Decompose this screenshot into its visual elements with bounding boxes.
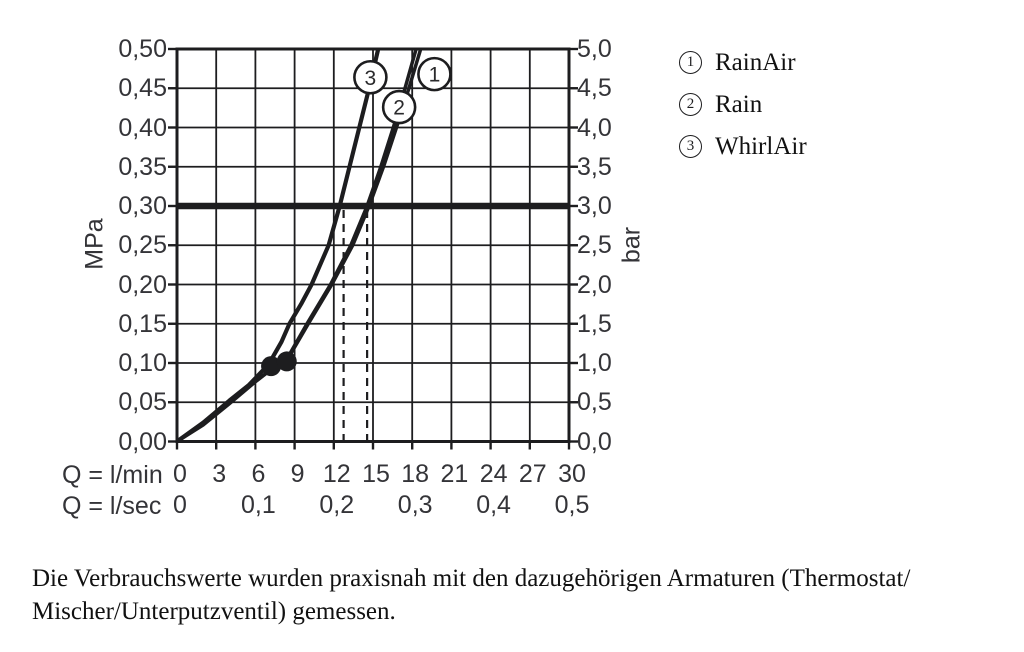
y-axis-right-tick-label: 3,5 [577,152,612,181]
x-axis-lmin-tick-label: 27 [518,460,547,488]
y-axis-left-tick-label: 0,25 [118,231,167,260]
y-axis-right-tick-label: 0,0 [577,427,612,456]
y-axis-left-tick-label: 0,30 [118,192,167,220]
legend-label: WhirlAir [715,132,807,160]
operating-point-dot [277,351,297,371]
x-axis-unit-lsec-label: Q = l/sec [62,492,162,520]
y-axis-left-tick-label: 0,45 [118,74,167,103]
x-axis-lmin-tick-label: 6 [251,460,266,488]
legend-item-whirlair [679,130,807,163]
y-axis-left-tick-label: 0,15 [118,309,167,338]
x-axis-lsec-tick-label: 0,5 [554,491,590,519]
legend-item-rainair [679,46,807,79]
curve-rain [177,29,422,441]
y-axis-left-tick-label: 0,50 [118,35,167,63]
curve-callout-1 [418,58,450,90]
callout-number: 2 [393,96,405,120]
x-axis-lmin-tick-label: 0 [173,460,187,488]
x-axis-lsec-tick-label: 0,4 [476,491,511,519]
legend-item-rain [679,88,807,121]
footer-line2: Mischer/Unterputzventil) gemessen. [32,598,396,625]
y-axis-right-tick-label: 4,0 [577,113,612,142]
callout-number: 3 [364,66,377,90]
y-axis-left-tick-label: 0,40 [118,113,167,142]
callout-number: 1 [428,63,441,87]
curve-callout-2 [383,91,415,123]
footer-note [32,562,910,628]
y-axis-right-unit-label: bar [617,226,646,264]
footer-line1: Die Verbrauchswerte wurden praxisnah mit den dazugehörigen Armaturen (Thermostat/ [32,565,911,592]
legend [679,46,807,163]
legend-label: RainAir [715,48,796,76]
y-axis-left-unit-label: MPa [80,218,109,270]
legend-number-icon: 3 [679,135,702,158]
y-axis-right-tick-label: 1,0 [577,349,612,377]
x-axis-lsec-tick-label: 0,1 [241,491,276,519]
y-axis-right-tick-label: 2,5 [577,231,612,260]
legend-number-icon: 2 [679,93,702,116]
x-axis-lmin-tick-label: 3 [212,460,227,488]
x-axis-lmin-tick-label: 15 [362,460,390,488]
x-axis-unit-lmin-label: Q = l/min [62,461,163,489]
grid-lines [177,49,569,442]
y-axis-left-tick-label: 0,10 [118,349,167,377]
x-axis-lsec-tick-label: 0 [173,491,187,519]
y-axis-right-tick-label: 2,0 [577,270,612,299]
y-axis-left-tick-label: 0,05 [118,388,167,417]
x-axis-lmin-tick-label: 21 [440,460,469,488]
x-axis-lsec-tick-label: 0,3 [397,491,433,519]
y-axis-left-tick-label: 0,00 [118,427,167,456]
curve-whirlair [177,22,385,442]
y-axis-left-tick-label: 0,20 [118,270,167,299]
legend-number-icon: 1 [679,51,702,74]
x-axis-lmin-tick-label: 30 [558,460,586,488]
curve-rainair [177,29,427,441]
x-axis-lsec-tick-label: 0,2 [319,491,355,519]
legend-label: Rain [715,90,763,118]
x-axis-lmin-tick-label: 12 [322,460,351,488]
y-axis-right-tick-label: 3,0 [577,192,612,220]
y-axis-right-tick-label: 0,5 [577,388,612,417]
x-axis-lmin-tick-label: 24 [479,460,508,488]
curve-callout-3 [354,61,386,93]
x-axis-lmin-tick-label: 9 [290,460,305,488]
y-axis-left-tick-label: 0,35 [118,152,167,181]
y-axis-right-tick-label: 1,5 [577,309,612,338]
x-axis-lmin-tick-label: 18 [401,460,430,488]
y-axis-right-tick-label: 4,5 [577,74,612,103]
y-axis-right-tick-label: 5,0 [577,35,612,63]
